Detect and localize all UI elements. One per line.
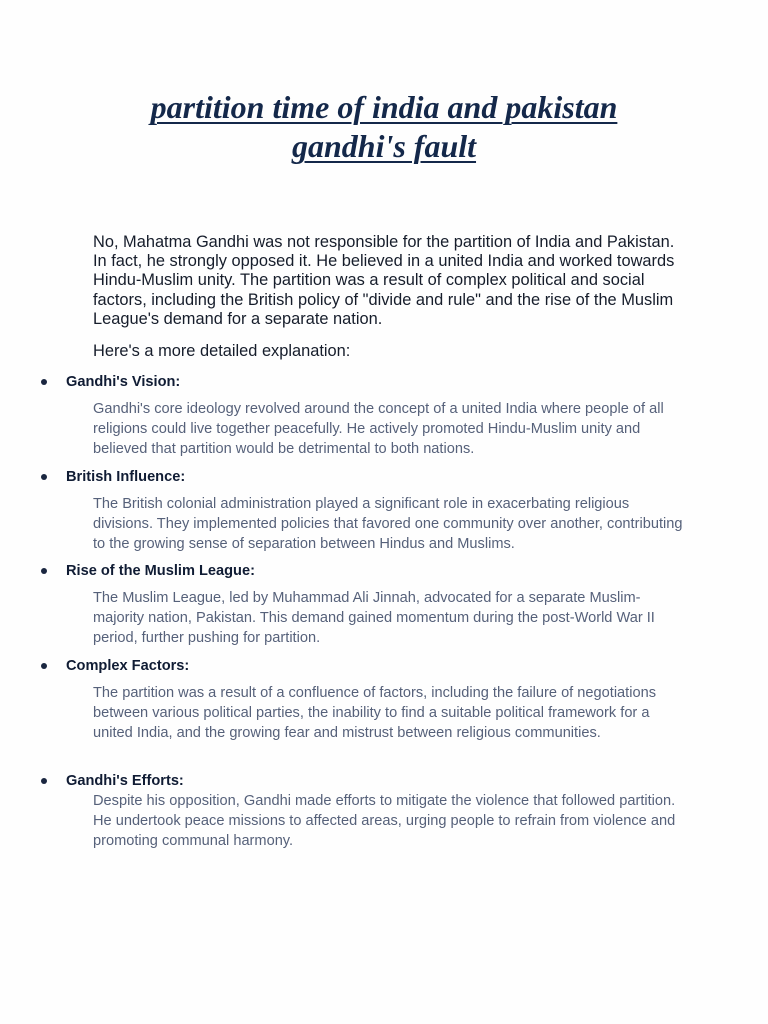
section-heading-gandhis-efforts: Gandhi's Efforts:	[66, 773, 184, 789]
section-heading-complex-factors: Complex Factors:	[66, 658, 190, 674]
lead-paragraph: Here's a more detailed explanation:	[93, 342, 351, 360]
section-body-complex-factors: The partition was a result of a confluence of factors, including the failure of negotiations between various political parties, the inability to find a suitable political framework for a united India, and the growing fear and mistrust between religious communities.	[93, 685, 656, 741]
bullet-icon	[41, 474, 47, 480]
bullet-icon	[41, 663, 47, 669]
section-heading-muslim-league: Rise of the Muslim League:	[66, 563, 255, 579]
section-heading-british-influence: British Influence:	[66, 469, 186, 485]
section-body-gandhis-efforts: Despite his opposition, Gandhi made efforts to mitigate the violence that followed partition. He undertook peace missions to affected areas, urging people to refrain from violence and promoting communal harmony.	[93, 793, 676, 849]
page-title-line-2: gandhi's fault	[291, 128, 477, 164]
section-body-british-influence: The British colonial administration played a significant role in exacerbating religious divisions. They implemented policies that favored one community over another, contributing to the growing sense of separation between Hindus and Muslims.	[93, 496, 683, 552]
bullet-icon	[41, 568, 47, 574]
bullet-icon	[41, 778, 47, 784]
page-title	[60, 88, 708, 166]
section-body-muslim-league: The Muslim League, led by Muhammad Ali Jinnah, advocated for a separate Muslim-majority nation, Pakistan. This demand gained momentum during the post-World War II period, further pushing for partition.	[93, 590, 655, 646]
intro-paragraph: No, Mahatma Gandhi was not responsible for the partition of India and Pakistan. In fact, he strongly opposed it. He believed in a united India and worked towards Hindu-Muslim unity. The partition was a result of complex political and social factors, including the British policy of "divide and rule" and the rise of the Muslim League's demand for a separate nation.	[93, 233, 675, 328]
page-title-line-1: partition time of india and pakistan	[150, 89, 618, 125]
bullet-icon	[41, 379, 47, 385]
section-heading-gandhis-vision: Gandhi's Vision:	[66, 374, 181, 390]
section-body-gandhis-vision: Gandhi's core ideology revolved around the concept of a united India where people of all religions could live together peacefully. He actively promoted Hindu-Muslim unity and believed that partition would be detrimental to both nations.	[93, 401, 664, 457]
